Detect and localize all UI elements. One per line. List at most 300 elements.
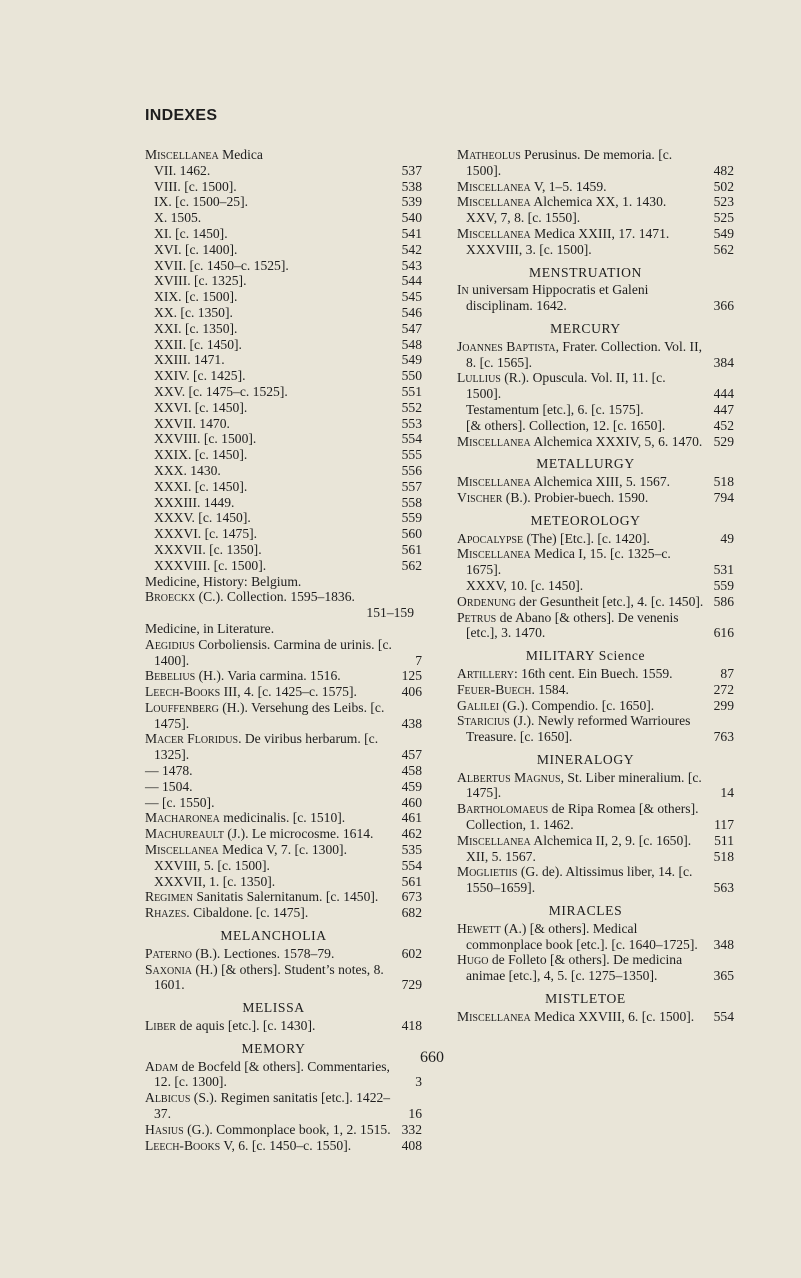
entry-text: XXIII. 1471.	[154, 352, 225, 368]
entry-text: XVII. [c. 1450–c. 1525].	[154, 257, 289, 273]
index-entry	[145, 1122, 422, 1138]
entry-text: (The) [Etc.]. [c. 1420].	[523, 530, 650, 546]
entry-page-line	[154, 605, 422, 621]
entry-author: Saxonia	[145, 961, 192, 977]
entry-text: (G. de). Altissimus liber, 14. [c. 1550–1659].	[466, 864, 693, 896]
index-entry	[145, 637, 422, 669]
entry-page: 557	[401, 478, 422, 494]
entry-text: (C.). Collection. 1595–1836.	[195, 589, 355, 605]
entry-text: XXVIII. [c. 1500].	[154, 431, 257, 447]
section-heading: MISTLETOE	[545, 991, 626, 1007]
entry-text: XXIV. [c. 1425].	[154, 368, 246, 384]
entry-page: 537	[401, 162, 422, 178]
index-subentry	[457, 578, 734, 594]
entry-text: [& others]. Collection, 12. [c. 1650].	[466, 417, 666, 433]
entry-page: 7	[415, 652, 422, 668]
index-entry	[457, 698, 734, 714]
index-subentry	[145, 226, 422, 242]
index-subentry	[457, 849, 734, 865]
entry-page: 365	[713, 968, 734, 984]
index-entry	[145, 905, 422, 921]
index-subentry	[145, 289, 422, 305]
entry-text: V, 6. [c. 1450–c. 1550].	[220, 1137, 352, 1153]
entry-author: Macharonea	[145, 810, 220, 826]
entry-text: universam Hippocratis et Galeni disciplinam. 1642.	[466, 282, 649, 314]
index-entry	[145, 668, 422, 684]
entry-text: XX. [c. 1350].	[154, 304, 233, 320]
index-subentry	[457, 418, 734, 434]
entry-text: de Bocfeld [& others]. Commentaries, 12. [c. 1300].	[154, 1058, 390, 1090]
index-entry	[457, 179, 734, 195]
index-entry	[457, 434, 734, 450]
entry-text: Medicine, in Literature.	[145, 620, 275, 636]
entry-text: de Abano [& others]. De venenis [etc.], 3. 1470.	[466, 609, 679, 641]
index-entry	[457, 490, 734, 506]
entry-author: Ordenung	[457, 593, 516, 609]
entry-page: 535	[401, 842, 422, 858]
entry-text: (H.) [& others]. Student’s notes, 8. 1601.	[154, 961, 384, 993]
index-entry	[145, 779, 422, 795]
entry-page: 616	[713, 625, 734, 641]
entry-text: (H.). Varia carmina. 1516.	[195, 668, 341, 684]
index-entry	[457, 610, 734, 642]
entry-page: 538	[401, 178, 422, 194]
section-heading: MERCURY	[550, 320, 621, 336]
entry-page: 348	[713, 936, 734, 952]
entry-author: Matheolus	[457, 147, 521, 162]
index-entry	[457, 594, 734, 610]
left-column	[145, 147, 422, 1153]
entry-page: 541	[401, 225, 422, 241]
entry-page: 602	[401, 945, 422, 961]
index-entry	[145, 700, 422, 732]
entry-text: Alchemica XX, 1. 1430.	[530, 194, 667, 210]
entry-page: 518	[713, 848, 734, 864]
entry-author: Miscellanea	[457, 546, 531, 562]
entry-author: Miscellanea	[457, 474, 531, 490]
index-entry	[145, 589, 422, 621]
entry-page: 553	[401, 415, 422, 431]
entry-text: XXXI. [c. 1450].	[154, 478, 248, 494]
page-number: 660	[420, 1049, 444, 1066]
entry-text: XXVII. 1470.	[154, 415, 230, 431]
entry-author: Joannes Baptista	[457, 338, 556, 354]
entry-text: III, 4. [c. 1425–c. 1575].	[220, 684, 357, 700]
entry-author: Lullius	[457, 370, 501, 386]
entry-page: 545	[401, 289, 422, 305]
entry-page: 531	[713, 562, 734, 578]
entry-author: Miscellanea	[145, 147, 219, 162]
entry-author: Albertus Magnus	[457, 769, 561, 785]
entry-page: 543	[401, 257, 422, 273]
index-subentry	[145, 526, 422, 542]
entry-page: 555	[401, 447, 422, 463]
entry-author: Regimen	[145, 889, 193, 905]
entry-page: 408	[401, 1137, 422, 1153]
entry-page: 560	[401, 526, 422, 542]
entry-text: (G.). Compendio. [c. 1650].	[499, 697, 655, 713]
entry-text: . Cibaldone. [c. 1475].	[186, 905, 309, 921]
entry-page: 554	[713, 1008, 734, 1024]
entry-author: Adam	[145, 1058, 179, 1074]
entry-text: Alchemica II, 2, 9. [c. 1650].	[530, 832, 692, 848]
index-subentry	[145, 400, 422, 416]
entry-page: 525	[713, 210, 734, 226]
index-entry	[457, 147, 734, 179]
entry-page: 502	[713, 178, 734, 194]
entry-page: 556	[401, 462, 422, 478]
entry-author: Bebelius	[145, 668, 196, 684]
entry-page: 542	[401, 241, 422, 257]
index-entry	[145, 962, 422, 994]
entry-page: 518	[713, 474, 734, 490]
entry-author: Leech-Books	[145, 1137, 221, 1153]
entry-page: 539	[401, 194, 422, 210]
entry-text: Corboliensis. Carmina de urinis. [c. 1400].	[154, 636, 392, 668]
index-entry	[145, 842, 422, 858]
entry-text: XXXVI. [c. 1475].	[154, 526, 258, 542]
index-entry	[145, 763, 422, 779]
entry-text: XXI. [c. 1350].	[154, 320, 238, 336]
index-subentry	[145, 558, 422, 574]
index-subentry	[145, 258, 422, 274]
entry-author: Miscellanea	[457, 194, 531, 210]
entry-page: 117	[714, 817, 734, 833]
index-subentry	[457, 242, 734, 258]
index-subentry	[457, 402, 734, 418]
entry-author: Miscellanea	[457, 225, 531, 241]
entry-page: 554	[401, 857, 422, 873]
entry-page: 332	[401, 1121, 422, 1137]
section-heading: MELISSA	[242, 1000, 305, 1016]
entry-author: Miscellanea	[457, 433, 531, 449]
entry-text: Medica	[218, 147, 263, 162]
entry-author: Hewett	[457, 920, 501, 936]
entry-text: Medica XXIII, 17. 1471.	[530, 225, 670, 241]
index-subentry	[145, 479, 422, 495]
entry-page: 461	[401, 810, 422, 826]
index-entry	[457, 713, 734, 745]
entry-text: XXXVII. [c. 1350].	[154, 541, 262, 557]
entry-page: 529	[713, 433, 734, 449]
entry-page: 561	[401, 873, 422, 889]
entry-text: XXVIII, 5. [c. 1500].	[154, 857, 270, 873]
entry-text: IX. [c. 1500–25].	[154, 194, 249, 210]
entry-page: 452	[713, 417, 734, 433]
section-heading: MEMORY	[241, 1040, 306, 1056]
entry-author: Vischer	[457, 489, 503, 505]
section-heading: MELANCHOLIA	[220, 928, 327, 944]
entry-page: 552	[401, 399, 422, 415]
entry-text: XXX. 1430.	[154, 462, 221, 478]
entry-author: Moglietiis	[457, 864, 518, 880]
entry-page: 87	[720, 665, 734, 681]
entry-text: , Frater. Collection. Vol. II, 8. [c. 1565].	[466, 338, 702, 370]
entry-author: Aegidius	[145, 636, 195, 652]
entry-text: — 1504.	[145, 778, 193, 794]
index-entry	[145, 795, 422, 811]
entry-page: 299	[713, 697, 734, 713]
index-entry	[457, 194, 734, 210]
index-entry	[145, 1138, 422, 1154]
entry-author: Leech-Books	[145, 684, 221, 700]
entry-author: Artillery	[457, 665, 514, 681]
entry-page: 523	[713, 194, 734, 210]
entry-text: (H.). Versehung des Leibs. [c. 1475].	[154, 699, 385, 731]
index-entry	[145, 810, 422, 826]
entry-text: de Folleto [& others]. De medicina animae [etc.], 4, 5. [c. 1275–1350].	[466, 952, 683, 984]
entry-text: . 1584.	[531, 681, 569, 697]
entry-page: 511	[714, 832, 734, 848]
entry-page: 272	[713, 681, 734, 697]
index-entry	[145, 1059, 422, 1091]
entry-page: 548	[401, 336, 422, 352]
section-heading: METALLURGY	[536, 456, 635, 472]
index-entry	[457, 474, 734, 490]
entry-author: Hasius	[145, 1121, 184, 1137]
entry-text: XIX. [c. 1500].	[154, 289, 238, 305]
entry-page: 563	[713, 880, 734, 896]
entry-page: 551	[401, 383, 422, 399]
entry-page: 406	[401, 684, 422, 700]
entry-page: 460	[401, 794, 422, 810]
entry-page: 447	[713, 401, 734, 417]
entry-page: 550	[401, 368, 422, 384]
section-heading: MENSTRUATION	[529, 264, 642, 280]
entry-author: Albicus	[145, 1090, 191, 1106]
index-entry	[457, 339, 734, 371]
entry-page: 125	[401, 668, 422, 684]
entry-page: 554	[401, 431, 422, 447]
entry-text: Sanitatis Salernitanum. [c. 1450].	[192, 889, 379, 905]
index-subentry	[145, 542, 422, 558]
section-heading: MILITARY Science	[525, 648, 646, 664]
entry-text: XVIII. [c. 1325].	[154, 273, 247, 289]
entry-text: de aquis [etc.]. [c. 1430].	[176, 1018, 316, 1034]
entry-text: Alchemica XIII, 5. 1567.	[530, 474, 671, 490]
entry-text: XXXVII, 1. [c. 1350].	[154, 873, 276, 889]
entry-text: XXIX. [c. 1450].	[154, 447, 248, 463]
entry-text: VIII. [c. 1500].	[154, 178, 237, 194]
entry-page: 544	[401, 273, 422, 289]
entry-page: 418	[401, 1018, 422, 1034]
entry-author: Louffenberg	[145, 699, 219, 715]
index-subentry	[145, 858, 422, 874]
index-subentry	[145, 210, 422, 226]
entry-page: 482	[713, 162, 734, 178]
entry-page: 729	[401, 977, 422, 993]
entry-author: Bartholomaeus	[457, 801, 549, 817]
index-subentry	[145, 179, 422, 195]
entry-text: (S.). Regimen sanitatis [etc.]. 1422–37.	[154, 1090, 391, 1122]
entry-author: Rhazes	[145, 905, 187, 921]
index-subentry	[145, 242, 422, 258]
entry-page: 3	[415, 1074, 422, 1090]
index-entry	[457, 370, 734, 402]
subject-heading	[145, 574, 422, 590]
entry-text: medicinalis. [c. 1510].	[219, 810, 346, 826]
entry-author: Macer Floridus	[145, 731, 239, 747]
entry-author: Petrus	[457, 609, 497, 625]
index-entry	[457, 226, 734, 242]
entry-page: 559	[713, 577, 734, 593]
entry-text: (R.). Opuscula. Vol. II, 11. [c. 1500].	[466, 370, 666, 402]
index-subentry	[145, 384, 422, 400]
entry-page: 16	[408, 1106, 422, 1122]
index-entry	[457, 952, 734, 984]
entry-author: Staricius	[457, 713, 510, 729]
entry-text: V, 1–5. 1459.	[530, 178, 607, 194]
entry-text: XXXV, 10. [c. 1450].	[466, 577, 584, 593]
entry-text: . De viribus herbarum. [c. 1325].	[154, 731, 379, 763]
entry-page: 444	[713, 386, 734, 402]
entry-page: 562	[713, 241, 734, 257]
entry-author: Paterno	[145, 945, 193, 961]
entry-text: Medicine, History: Belgium.	[145, 573, 302, 589]
index-subentry	[145, 431, 422, 447]
entry-text: (J.). Newly reformed Warrioures Treasure. [c. 1650].	[466, 713, 691, 745]
entry-page: 586	[713, 593, 734, 609]
entry-text: VII. 1462.	[154, 162, 211, 178]
entry-text: Alchemica XXXIV, 5, 6. 1470.	[530, 433, 703, 449]
section-heading: MINERALOGY	[536, 751, 635, 767]
index-entry	[457, 682, 734, 698]
index-entry	[457, 546, 734, 578]
entry-text: XXXVIII, 3. [c. 1500].	[466, 241, 592, 257]
entry-author: Feuer-Buech	[457, 681, 532, 697]
index-entry	[145, 946, 422, 962]
index-subentry	[145, 321, 422, 337]
entry-text: Medica V, 7. [c. 1300].	[218, 842, 347, 858]
index-entry	[457, 282, 734, 314]
index-subentry	[145, 337, 422, 353]
index-subentry	[145, 874, 422, 890]
index-entry	[457, 864, 734, 896]
entry-page: 384	[713, 354, 734, 370]
index-entry	[457, 1009, 734, 1025]
index-subentry	[145, 463, 422, 479]
index-subentry	[145, 368, 422, 384]
index-subentry	[145, 510, 422, 526]
entry-page: 458	[401, 763, 422, 779]
entry-page: 546	[401, 304, 422, 320]
entry-author: Liber	[145, 1018, 177, 1034]
entry-text: : 16th cent. Ein Buech. 1559.	[514, 665, 673, 681]
entry-text: — 1478.	[145, 763, 193, 779]
entry-text: (G.). Commonplace book, 1, 2. 1515.	[183, 1121, 391, 1137]
entry-text: XXVI. [c. 1450].	[154, 399, 248, 415]
index-entry	[145, 889, 422, 905]
entry-page: 457	[401, 747, 422, 763]
entry-page: 549	[713, 225, 734, 241]
entry-page: 14	[720, 785, 734, 801]
index-subentry	[145, 273, 422, 289]
entry-text: , St. Liber mineralium. [c. 1475].	[466, 769, 702, 801]
entry-page: 561	[401, 541, 422, 557]
entry-text: Medica XXVIII, 6. [c. 1500].	[530, 1008, 695, 1024]
index-subentry	[145, 352, 422, 368]
entry-page: 540	[401, 210, 422, 226]
entry-author: Miscellanea	[457, 1008, 531, 1024]
entry-author: Miscellanea	[457, 832, 531, 848]
index-entry	[457, 921, 734, 953]
entry-author: Hugo	[457, 952, 489, 968]
section-heading: METEOROLOGY	[530, 512, 641, 528]
index-subentry	[145, 163, 422, 179]
index-heading	[145, 147, 422, 163]
entry-page: 151–159	[366, 605, 414, 621]
index-entry	[145, 684, 422, 700]
entry-page: 49	[720, 530, 734, 546]
entry-text: XI. [c. 1450].	[154, 225, 228, 241]
index-subentry	[145, 416, 422, 432]
entry-text: XXV, 7, 8. [c. 1550].	[466, 210, 581, 226]
index-entry	[145, 731, 422, 763]
entry-text: Perusinus. De memoria. [c. 1500].	[466, 147, 673, 178]
entry-text: Testamentum [etc.], 6. [c. 1575].	[466, 401, 644, 417]
entry-author: Broeckx	[145, 589, 196, 605]
entry-author: Machureault	[145, 826, 224, 842]
entry-page: 562	[401, 557, 422, 573]
entry-page: 794	[713, 489, 734, 505]
entry-text: (A.) [& others]. Medical commonplace book [etc.]. [c. 1640–1725].	[466, 920, 698, 952]
entry-text: (B.). Probier-buech. 1590.	[502, 489, 649, 505]
entry-text: XXXIII. 1449.	[154, 494, 235, 510]
entry-text: de Ripa Romea [& others]. Collection, 1. 1462.	[466, 801, 699, 833]
entry-page: 682	[401, 905, 422, 921]
entry-author: Apocalypse	[457, 530, 524, 546]
entry-text: (B.). Lectiones. 1578–79.	[192, 945, 335, 961]
index-subentry	[145, 495, 422, 511]
index-subentry	[145, 447, 422, 463]
entry-text: der Gesuntheit [etc.], 4. [c. 1450].	[515, 593, 704, 609]
entry-text: XII, 5. 1567.	[466, 848, 536, 864]
entry-text: — [c. 1550].	[145, 794, 215, 810]
entry-page: 462	[401, 826, 422, 842]
entry-page: 559	[401, 510, 422, 526]
entry-text: XXXV. [c. 1450].	[154, 510, 251, 526]
index-entry	[145, 1018, 422, 1034]
index-entry	[457, 666, 734, 682]
index-subentry	[145, 194, 422, 210]
entry-page: 547	[401, 320, 422, 336]
entry-text: (J.). Le microcosme. 1614.	[223, 826, 374, 842]
entry-author: In	[457, 282, 469, 298]
entry-page: 763	[713, 729, 734, 745]
entry-author: Galilei	[457, 697, 500, 713]
entry-page: 459	[401, 778, 422, 794]
index-entry	[457, 833, 734, 849]
index-entry	[457, 770, 734, 802]
index-entry	[145, 1090, 422, 1122]
index-entry	[145, 826, 422, 842]
subject-heading	[145, 621, 422, 637]
page-header: INDEXES	[145, 107, 218, 124]
index-entry	[457, 801, 734, 833]
index-subentry	[145, 305, 422, 321]
entry-text: XXII. [c. 1450].	[154, 336, 242, 352]
index-entry	[457, 531, 734, 547]
entry-author: Miscellanea	[457, 178, 531, 194]
entry-author: Miscellanea	[145, 842, 219, 858]
index-subentry	[457, 210, 734, 226]
section-heading: MIRACLES	[548, 903, 623, 919]
entry-page: 366	[713, 298, 734, 314]
entry-text: XVI. [c. 1400].	[154, 241, 238, 257]
entry-page: 673	[401, 889, 422, 905]
entry-text: Medica I, 15. [c. 1325–c. 1675].	[466, 546, 671, 578]
entry-page: 438	[401, 715, 422, 731]
